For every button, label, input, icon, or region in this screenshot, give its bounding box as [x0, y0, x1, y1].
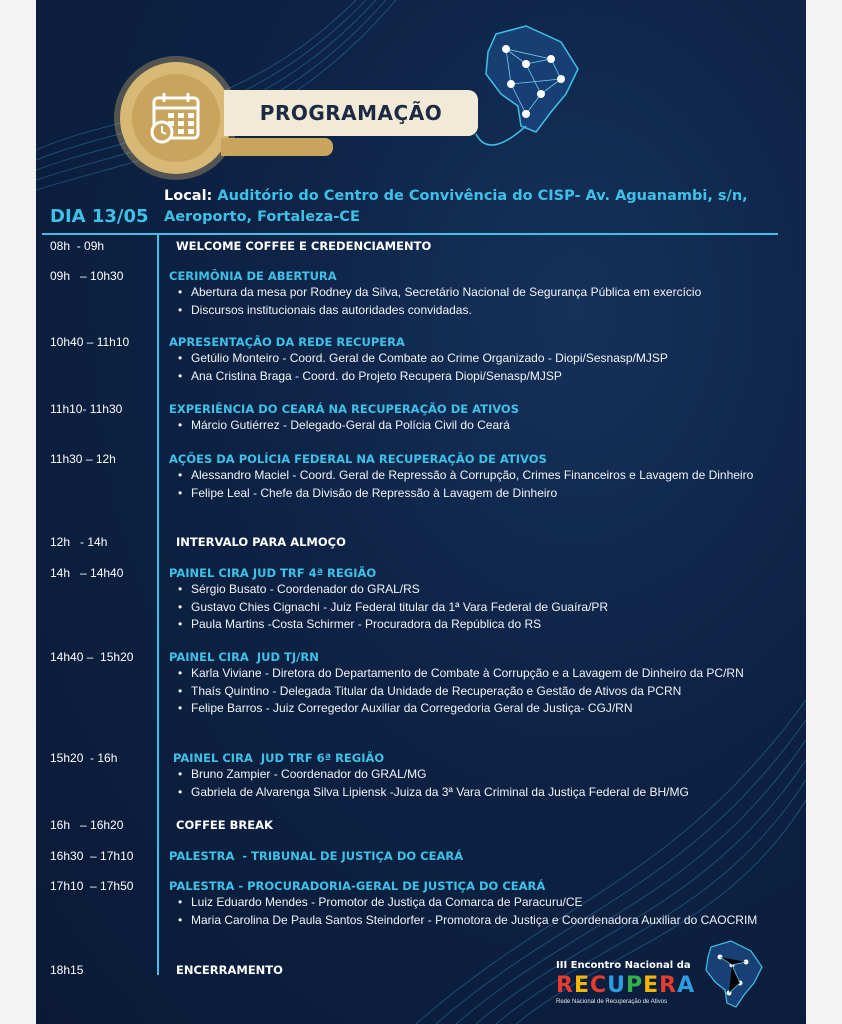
- day-label: DIA 13/05: [50, 206, 149, 227]
- speaker-list: [169, 417, 779, 435]
- speaker-list: [169, 581, 779, 634]
- gold-accent-bar: [221, 138, 333, 156]
- speaker-list: [169, 665, 779, 718]
- schedule-content: [176, 534, 786, 550]
- speaker-item: • Ana Cristina Braga - Coord. do Projeto Recupera Diopi/Senasp/MJSP: [191, 368, 779, 386]
- recupera-logo: [556, 960, 695, 1005]
- session-title: PALESTRA - PROCURADORIA-GERAL DE JUSTIÇA DO CEARÁ: [169, 879, 546, 893]
- session-title: COFFEE BREAK: [176, 818, 273, 832]
- session-title: APRESENTAÇÃO DA REDE RECUPERA: [169, 335, 405, 349]
- speaker-item: • Getúlio Monteiro - Coord. Geral de Combate ao Crime Organizado - Diopi/Sesnasp/MJSP: [191, 350, 779, 368]
- schedule-content: [169, 750, 779, 801]
- speaker-item: • Karla Viviane - Diretora do Departamento de Combate à Corrupção e a Lavagem de Dinheiro da PC/RN: [191, 665, 779, 683]
- schedule-content: [176, 238, 786, 254]
- brazil-network-map-icon: [466, 14, 586, 154]
- schedule-time: 14h40 – 15h20: [50, 650, 134, 664]
- schedule-time: 14h – 14h40: [50, 566, 124, 580]
- session-title: PAINEL CIRA JUD TRF 4ª REGIÃO: [169, 566, 377, 580]
- schedule-content: [176, 817, 786, 833]
- schedule-content: [169, 848, 779, 864]
- schedule-time: 09h – 10h30: [50, 269, 124, 283]
- speaker-list: [169, 766, 779, 801]
- schedule-content: [169, 565, 779, 634]
- speaker-item: • Alessandro Maciel - Coord. Geral de Repressão à Corrupção, Crimes Financeiros e Lavagem de Dinheiro: [191, 467, 779, 485]
- schedule-content: [169, 401, 779, 435]
- location-label: Local:: [164, 188, 213, 204]
- poster: [36, 0, 806, 1024]
- speaker-list: [169, 284, 779, 319]
- schedule-time: 16h30 – 17h10: [50, 849, 134, 863]
- speaker-item: • Thaís Quintino - Delegada Titular da Unidade de Recuperação e Gestão de Ativos da PCRN: [191, 683, 779, 701]
- speaker-item: • Gabriela de Alvarenga Silva Lipiensk -Juiza da 3ª Vara Criminal da Justiça Federal de BH/MG: [191, 784, 779, 802]
- schedule-time: 11h10- 11h30: [50, 402, 123, 416]
- schedule-content: [169, 649, 779, 718]
- session-title: ENCERRAMENTO: [176, 963, 283, 977]
- speaker-item: • Luiz Eduardo Mendes - Promotor de Justiça da Comarca de Paracuru/CE: [191, 894, 779, 912]
- logo-brand: RECUPERA: [556, 973, 696, 998]
- schedule-time: 17h10 – 17h50: [50, 879, 134, 893]
- logo-tagline: Rede Nacional de Recuperação de Ativos: [556, 999, 668, 1005]
- schedule-content: [169, 878, 779, 929]
- calendar-badge: [120, 62, 232, 174]
- speaker-item: • Bruno Zampier - Coordenador do GRAL/MG: [191, 766, 779, 784]
- speaker-list: [169, 894, 779, 929]
- schedule-time: 11h30 – 12h: [50, 452, 116, 466]
- page-title: PROGRAMAÇÃO: [259, 101, 443, 125]
- speaker-item: • Maria Carolina De Paula Santos Steindorfer - Promotora de Justiça e Coordenadora Auxiliar do CAOCRIM: [191, 912, 779, 930]
- schedule-time: 16h – 16h20: [50, 818, 124, 832]
- location-line2: Aeroporto, Fortaleza-CE: [164, 209, 360, 225]
- speaker-item: • Abertura da mesa por Rodney da Silva, Secretário Nacional de Segurança Pública em exercício: [191, 284, 779, 302]
- speaker-item: • Márcio Gutiérrez - Delegado-Geral da Polícia Civil do Ceará: [191, 417, 779, 435]
- session-title: PAINEL CIRA JUD TRF 6ª REGIÃO: [169, 751, 385, 765]
- schedule-content: [169, 268, 779, 319]
- schedule-time: 15h20 - 16h: [50, 751, 118, 765]
- calendar-icon: [148, 88, 206, 146]
- logo-event-title: III Encontro Nacional da: [556, 960, 691, 971]
- schedule-time: 10h40 – 11h10: [50, 335, 130, 349]
- speaker-item: • Discursos institucionais das autoridades convidadas.: [191, 302, 779, 320]
- session-title: INTERVALO PARA ALMOÇO: [176, 535, 346, 549]
- vertical-divider: [157, 235, 159, 975]
- speaker-list: [169, 350, 779, 385]
- session-title: PAINEL CIRA JUD TJ/RN: [169, 650, 319, 664]
- speaker-item: • Felipe Barros - Juiz Corregedor Auxiliar da Corregedoria Geral de Justiça- CGJ/RN: [191, 700, 779, 718]
- schedule-content: [169, 334, 779, 385]
- schedule-time: 12h - 14h: [50, 535, 108, 549]
- session-title: CERIMÔNIA DE ABERTURA: [169, 269, 337, 283]
- speaker-item: • Paula Martins -Costa Schirmer - Procuradora da República do RS: [191, 616, 779, 634]
- brazil-map-logo-icon: [696, 935, 766, 1015]
- location: [164, 186, 748, 228]
- session-title: WELCOME COFFEE E CREDENCIAMENTO: [176, 239, 432, 253]
- location-line1: Auditório do Centro de Convivência do CISP- Av. Aguanambi, s/n,: [217, 188, 748, 204]
- program-title-banner: [224, 90, 478, 136]
- speaker-list: [169, 467, 779, 502]
- schedule-time: 08h - 09h: [50, 239, 105, 253]
- session-title: AÇÕES DA POLÍCIA FEDERAL NA RECUPERAÇÃO DE ATIVOS: [169, 452, 547, 466]
- speaker-item: • Felipe Leal - Chefe da Divisão de Repressão à Lavagem de Dinheiro: [191, 485, 779, 503]
- speaker-item: • Sérgio Busato - Coordenador do GRAL/RS: [191, 581, 779, 599]
- schedule-content: [169, 451, 779, 502]
- speaker-item: • Gustavo Chies Cignachi - Juiz Federal titular da 1ª Vara Federal de Guaíra/PR: [191, 599, 779, 617]
- schedule-time: 18h15: [50, 963, 84, 977]
- session-title: PALESTRA - TRIBUNAL DE JUSTIÇA DO CEARÁ: [169, 849, 464, 863]
- session-title: EXPERIÊNCIA DO CEARÁ NA RECUPERAÇÃO DE ATIVOS: [169, 402, 519, 416]
- horizontal-divider: [42, 233, 778, 235]
